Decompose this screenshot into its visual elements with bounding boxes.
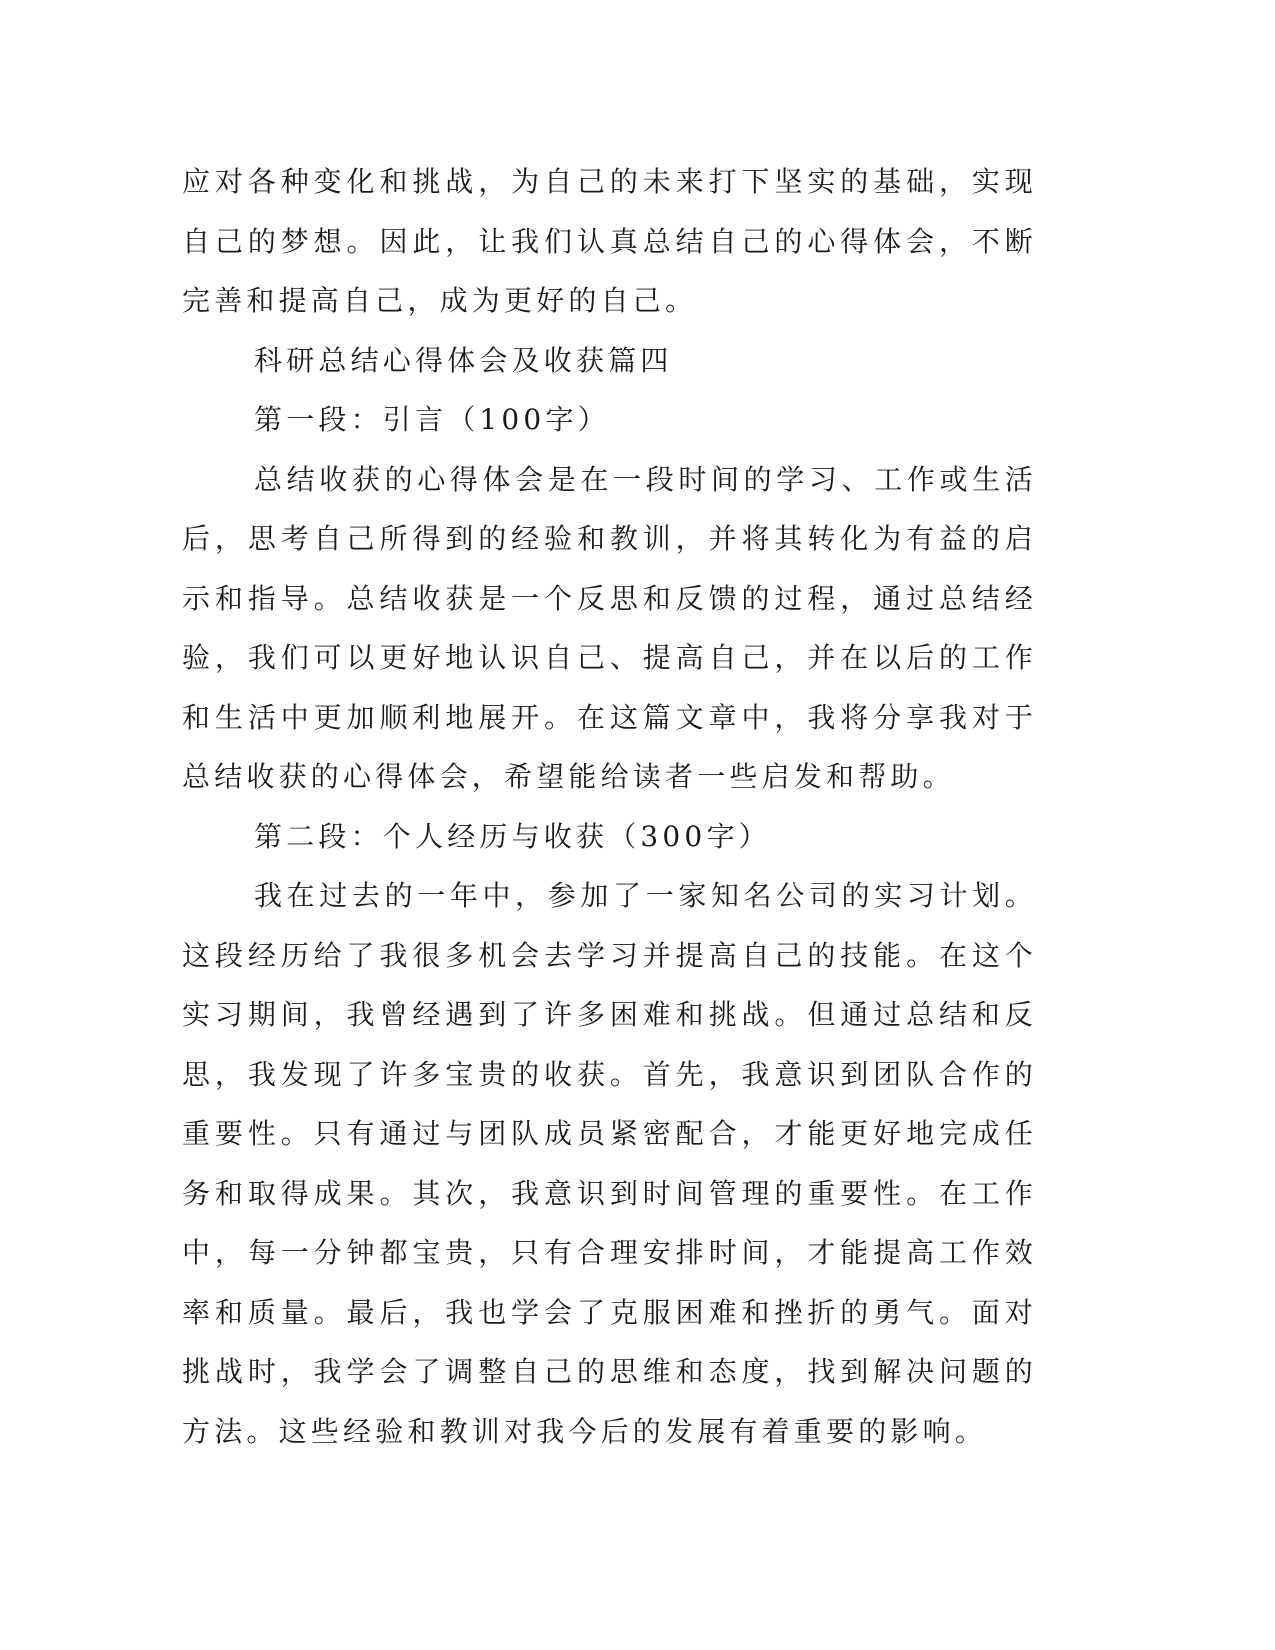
paragraph-introduction: 总结收获的心得体会是在一段时间的学习、工作或生活后，思考自己所得到的经验和教训，并将其转化为有益的启示和指导。总结收获是一个反思和反馈的过程，通过总结经验，我们可以更好地认识自己、提高自己，并在以后的工作和生活中更加顺利地展开。在这篇文章中，我将分享我对于总结收获的心得体会，希望能给读者一些启发和帮助。 [182,462,1037,793]
paragraph-continuation: 应对各种变化和挑战，为自己的未来打下坚实的基础，实现自己的梦想。因此，让我们认真总结自己的心得体会，不断完善和提高自己，成为更好的自己。 [182,165,1037,317]
paragraph-experience: 我在过去的一年中，参加了一家知名公司的实习计划。这段经历给了我很多机会去学习并提高自己的技能。在这个实习期间，我曾经遇到了许多困难和挑战。但通过总结和反思，我发现了许多宝贵的收获。首先，我意识到团队合作的重要性。只有通过与团队成员紧密配合，才能更好地完成任务和取得成果。其次，我意识到时间管理的重要性。在工作中，每一分钟都宝贵，只有合理安排时间，才能提高工作效率和质量。最后，我也学会了克服困难和挫折的勇气。面对挑战时，我学会了调整自己的思维和态度，找到解决问题的方法。这些经验和教训对我今后的发展有着重要的影响。 [182,879,1037,1448]
document-body [182,152,1037,1461]
section-title: 科研总结心得体会及收获篇四 [254,343,673,377]
subheading-introduction: 第一段：引言（100字） [254,403,610,436]
subheading-experience: 第二段：个人经历与收获（300字） [254,819,771,853]
